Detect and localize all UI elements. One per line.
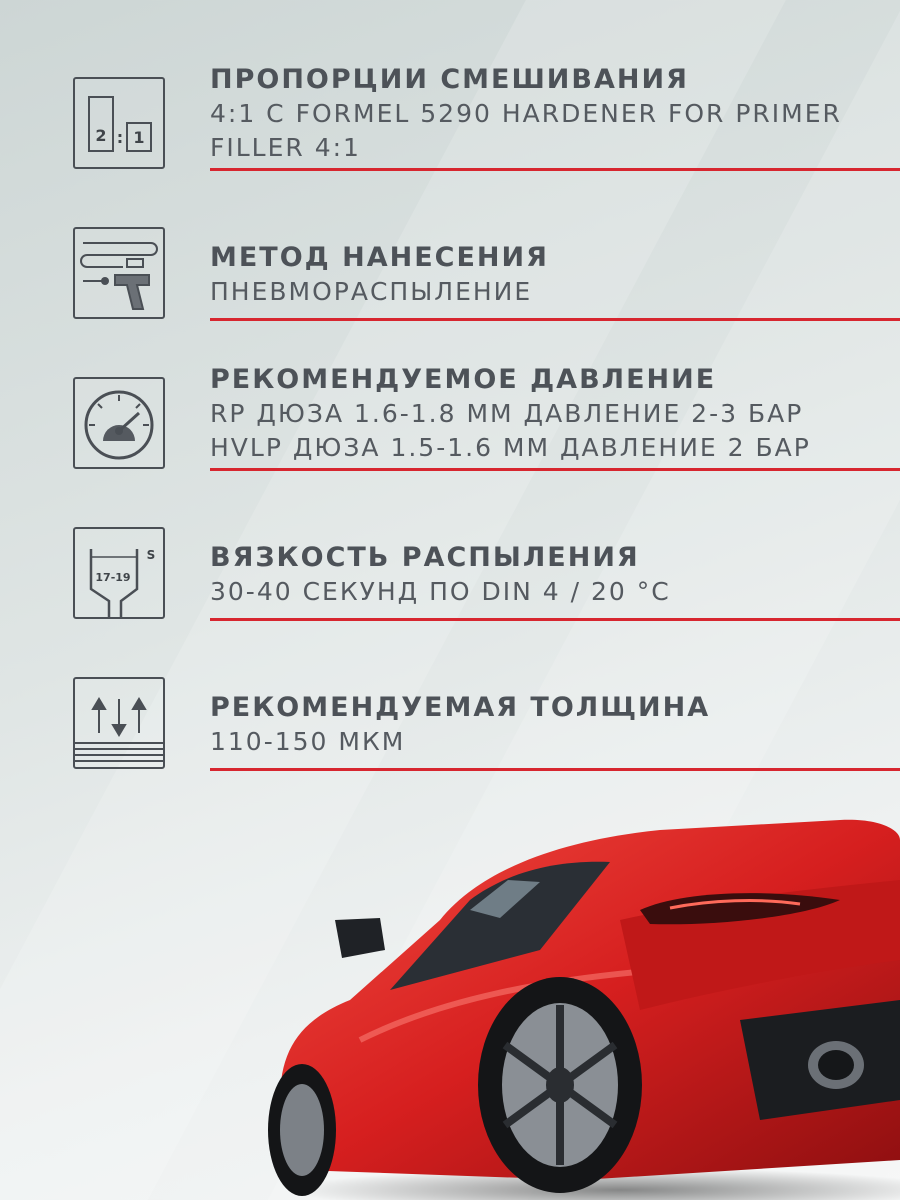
spray-gun-icon xyxy=(73,227,165,319)
svg-text:2: 2 xyxy=(95,126,107,145)
layer-thickness-icon xyxy=(73,677,165,769)
divider xyxy=(210,168,900,171)
pressure-gauge-icon xyxy=(73,377,165,469)
spec-title: РЕКОМЕНДУЕМАЯ ТОЛЩИНА xyxy=(210,692,711,723)
divider xyxy=(210,318,900,321)
divider xyxy=(210,468,900,471)
spec-line: RP ДЮЗА 1.6-1.8 ММ ДАВЛЕНИЕ 2-3 БАР xyxy=(210,399,804,428)
svg-text::: : xyxy=(116,128,124,147)
spec-title: ПРОПОРЦИИ СМЕШИВАНИЯ xyxy=(210,64,689,95)
svg-text:17-19: 17-19 xyxy=(95,571,131,584)
spec-line: 30-40 СЕКУНД ПО DIN 4 / 20 °C xyxy=(210,577,671,606)
divider xyxy=(210,618,900,621)
spec-row-application-method xyxy=(0,227,900,337)
spec-line: HVLP ДЮЗА 1.5-1.6 ММ ДАВЛЕНИЕ 2 БАР xyxy=(210,433,811,462)
spec-row-thickness xyxy=(0,677,900,787)
svg-text:1: 1 xyxy=(133,128,145,147)
viscosity-cup-icon xyxy=(73,527,165,619)
spec-row-mixing-ratio xyxy=(0,64,900,187)
red-sports-car-image xyxy=(240,800,900,1200)
spec-line: 4:1 С FORMEL 5290 HARDENER FOR PRIMER xyxy=(210,99,842,128)
spec-row-pressure xyxy=(0,364,900,487)
mixing-ratio-icon xyxy=(73,77,165,169)
spec-title: РЕКОМЕНДУЕМОЕ ДАВЛЕНИЕ xyxy=(210,364,717,395)
divider xyxy=(210,768,900,771)
spec-line: 110-150 МКМ xyxy=(210,727,406,756)
spec-line: FILLER 4:1 xyxy=(210,133,361,162)
spec-row-viscosity xyxy=(0,527,900,637)
spec-title: ВЯЗКОСТЬ РАСПЫЛЕНИЯ xyxy=(210,542,640,573)
spec-title: МЕТОД НАНЕСЕНИЯ xyxy=(210,242,549,273)
svg-text:S: S xyxy=(146,548,156,562)
spec-line: ПНЕВМОРАСПЫЛЕНИЕ xyxy=(210,277,533,306)
